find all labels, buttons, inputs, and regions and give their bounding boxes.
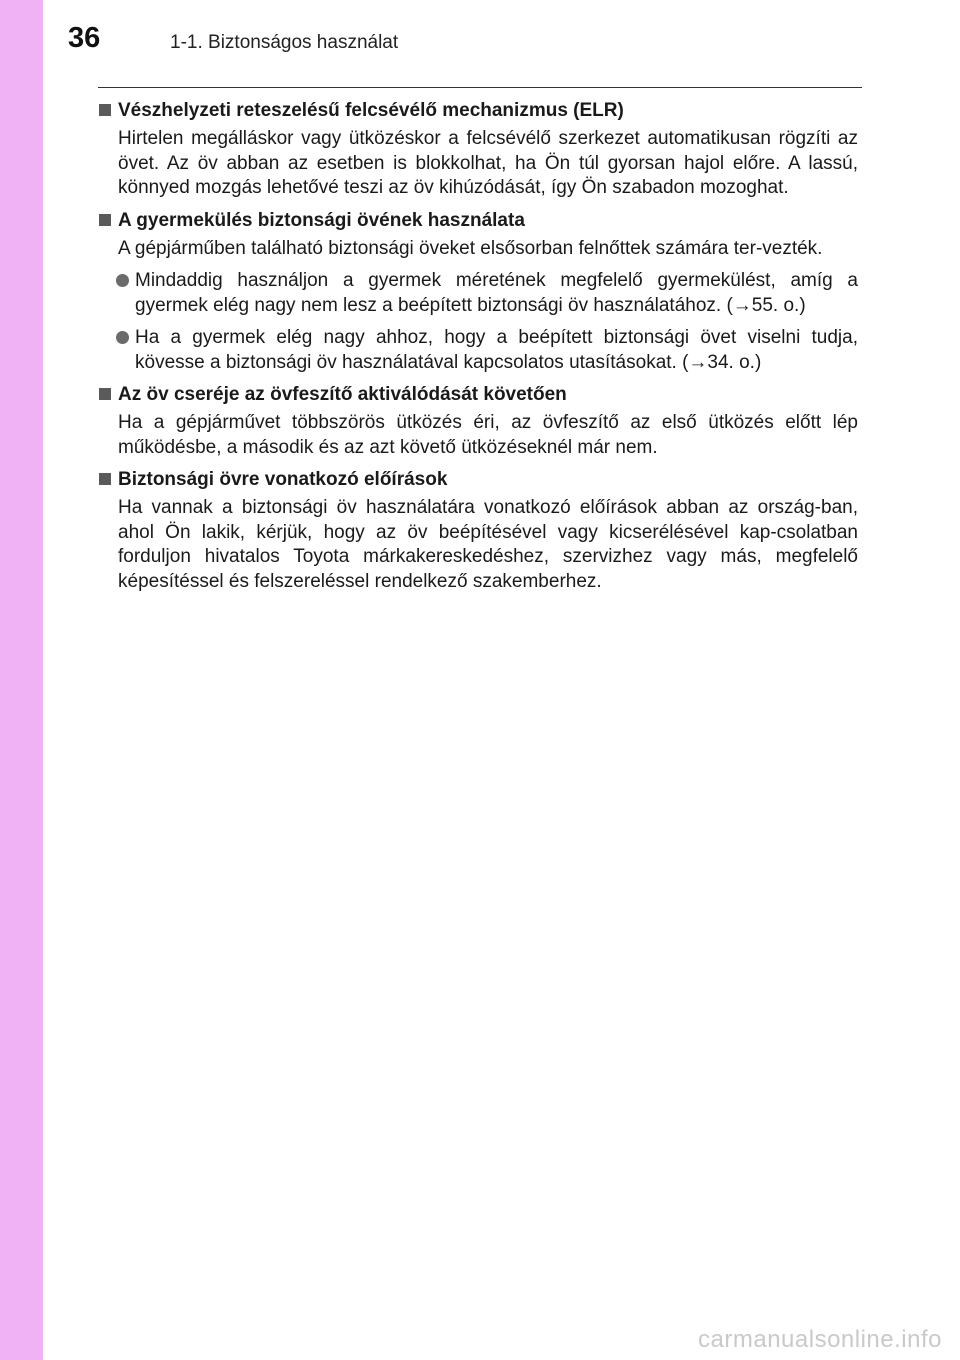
bullet-text: Ha a gyermek elég nagy ahhoz, hogy a beépített biztonsági övet viselni tudja, kövesse a biztonsági öv használatával kapcsolatos utasításokat. (→34. o.) xyxy=(135,327,858,373)
section-heading-text: A gyermekülés biztonsági övének használata xyxy=(118,209,525,231)
section-paragraph: Ha vannak a biztonsági öv használatára vonatkozó előírások abban az ország-ban, ahol Ön lakik, kérjük, hogy az öv beépítésével vagy kicserélésével kap-csolatban forduljon hivatalos Toyota márkakereskedéshez, szervizhez vagy más, megfelelő képesítéssel és felszereléssel rendelkező szakemberhez. xyxy=(118,497,858,592)
section-title: 1-1. Biztonságos használat xyxy=(170,32,399,53)
circle-bullet-icon xyxy=(116,274,129,287)
header-divider xyxy=(98,87,862,88)
section-pretensioner xyxy=(98,382,858,460)
watermark-text: carmanualsonline.info xyxy=(698,1326,942,1353)
section-heading-text: Biztonsági övre vonatkozó előírások xyxy=(118,469,448,490)
section-paragraph: A gépjárműben található biztonsági öveket elsősorban felnőttek számára ter-vezték. xyxy=(118,237,823,259)
section-regulations xyxy=(98,467,858,594)
section-paragraph: Ha a gépjárművet többszörös ütközés éri, az övfeszítő az első ütközés előtt lép működésbe, a második és az azt követő ütközéseknél már nem. xyxy=(118,412,858,458)
section-paragraph: Hirtelen megálláskor vagy ütközéskor a felcsévélő szerkezet automatikusan rögzíti az övet. Az öv abban az esetben is blokkolhat, ha Ön túl gyorsan hajol előre. A lassú, könnyed mozgás lehetővé teszi az öv kihúzódását, így Ön szabadon mozoghat. xyxy=(118,128,858,198)
square-bullet-icon xyxy=(99,214,111,226)
section-heading xyxy=(98,382,858,407)
section-child-seat-belt xyxy=(98,208,858,376)
chapter-color-strip xyxy=(0,0,43,1360)
square-bullet-icon xyxy=(99,388,111,400)
section-heading xyxy=(98,98,858,123)
square-bullet-icon xyxy=(99,104,111,116)
section-heading-text: Az öv cseréje az övfeszítő aktiválódását követően xyxy=(118,384,567,405)
page-content xyxy=(98,98,858,601)
section-elr xyxy=(98,98,858,201)
page-number: 36 xyxy=(68,22,101,54)
bullet-item xyxy=(98,326,858,375)
section-heading-text: Vészhelyzeti reteszelésű felcsévélő mechanizmus (ELR) xyxy=(118,100,624,121)
section-heading xyxy=(98,467,858,492)
bullet-text: Mindaddig használjon a gyermek méretének megfelelő gyermekülést, amíg a gyermek elég nagy nem lesz a beépített biztonsági öv használatához. (→55. o.) xyxy=(135,270,858,316)
square-bullet-icon xyxy=(99,473,111,485)
circle-bullet-icon xyxy=(116,331,129,344)
section-heading xyxy=(98,208,858,233)
bullet-item xyxy=(98,269,858,318)
